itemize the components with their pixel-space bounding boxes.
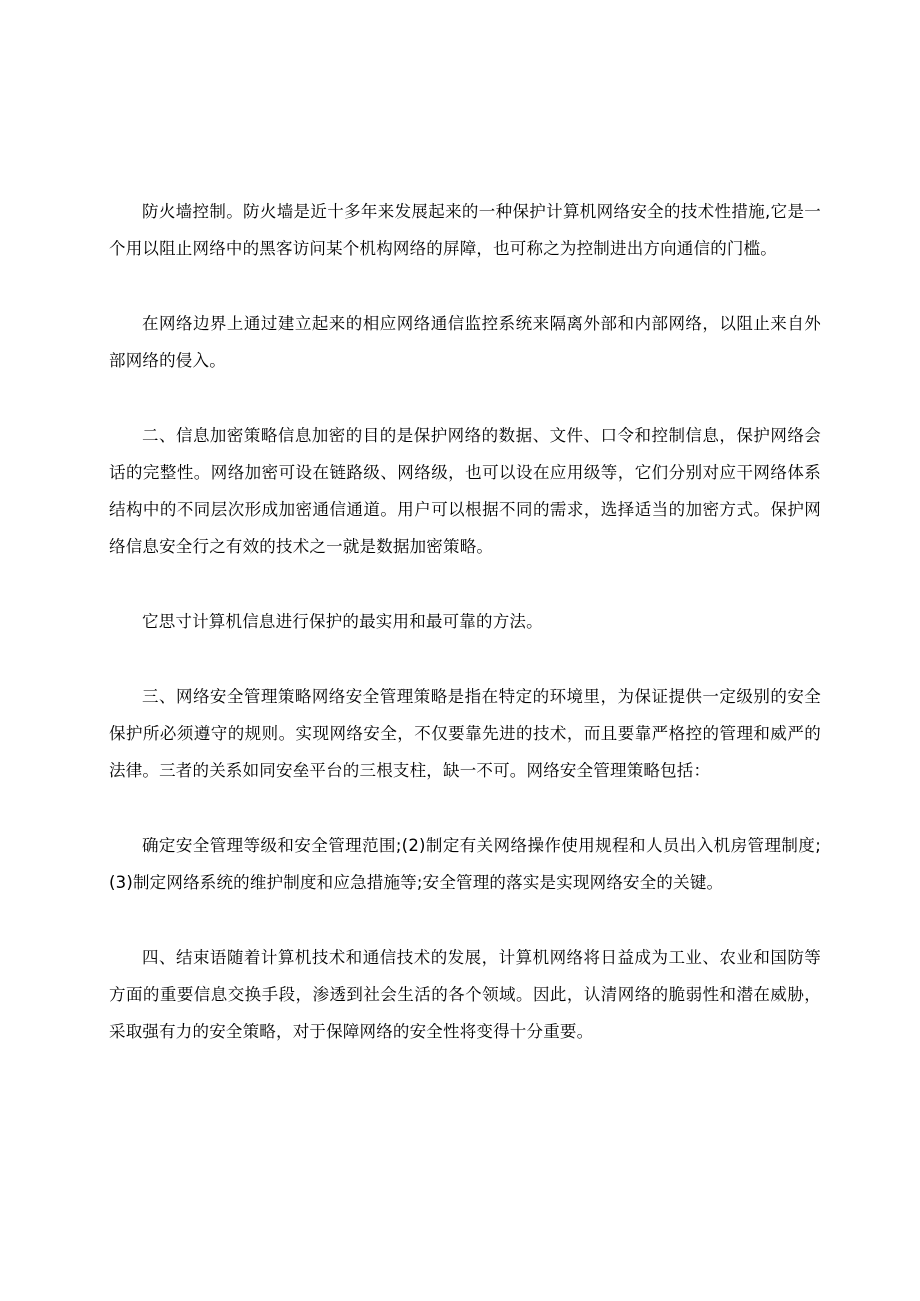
paragraph-conclusion: 四、结束语随着计算机技术和通信技术的发展，计算机网络将日益成为工业、农业和国防等方面的重要信息交换手段，渗透到社会生活的各个领域。因此，认清网络的脆弱性和潜在威胁，采取强有力的安全策略，对于保障网络的安全性将变得十分重要。: [109, 948, 821, 1041]
paragraph-security-management: 三、网络安全管理策略网络安全管理策略是指在特定的环境里，为保证提供一定级别的安全保护所必须遵守的规则。实现网络安全，不仅要靠先进的技术，而且要靠严格控的管理和威严的法律。三者的关系如同安垒平台的三根支柱，缺一不可。网络安全管理策略包括：: [109, 687, 821, 780]
paragraph-encryption-strategy: 二、信息加密策略信息加密的目的是保护网络的数据、文件、口令和控制信息，保护网络会话的完整性。网络加密可设在链路级、网络级，也可以设在应用级等，它们分别对应干网络体系结构中的不同层次形成加密通信通道。用户可以根据不同的需求，选择适当的加密方式。保护网络信息安全行之有效的技术之一就是数据加密策略。: [109, 426, 821, 556]
paragraph-management-measures: 确定安全管理等级和安全管理范围;(2)制定有关网络操作使用规程和人员出入机房管理制度;(3)制定网络系统的维护制度和应急措施等;安全管理的落实是实现网络安全的关键。: [109, 836, 821, 892]
document-body: [109, 193, 821, 1050]
paragraph-encryption-method: 它思寸计算机信息进行保护的最实用和最可靠的方法。: [142, 612, 543, 631]
paragraph-firewall: 防火墙控制。防火墙是近十多年来发展起来的一种保护计算机网络安全的技术性措施,它是一个用以阻止网络中的黑客访问某个机构网络的屏障，也可称之为控制进出方向通信的门槛。: [109, 202, 821, 258]
paragraph-boundary-monitoring: 在网络边界上通过建立起来的相应网络通信监控系统来隔离外部和内部网络，以阻止来自外部网络的侵入。: [109, 314, 821, 370]
